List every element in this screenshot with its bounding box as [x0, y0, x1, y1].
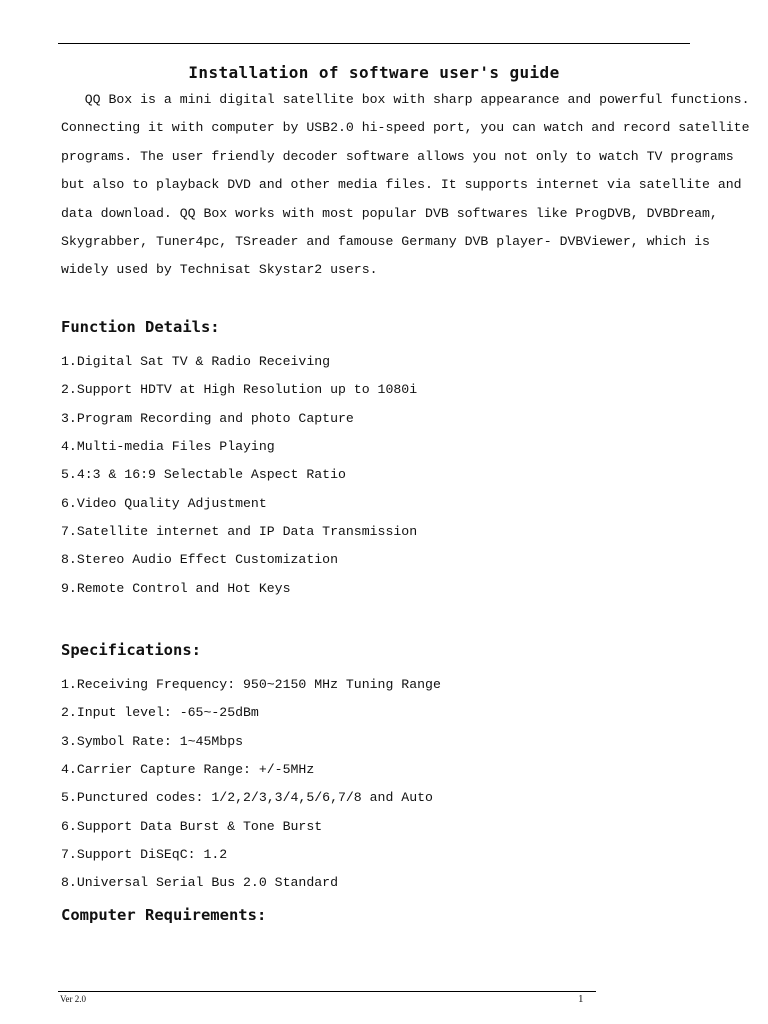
function-details-list — [61, 348, 417, 603]
list-item: 9.Remote Control and Hot Keys — [61, 580, 291, 596]
document-title: Installation of software user's guide — [188, 62, 560, 82]
intro-line: Connecting it with computer by USB2.0 hi-speed port, you can watch and record satellite — [61, 120, 750, 136]
intro-line: programs. The user friendly decoder software allows you not only to watch TV programs — [61, 148, 734, 164]
intro-line: QQ Box is a mini digital satellite box with sharp appearance and powerful functions. — [61, 92, 750, 107]
list-item: 8.Stereo Audio Effect Customization — [61, 552, 338, 568]
list-item: 7.Support DiSEqC: 1.2 — [61, 847, 228, 863]
specifications-list — [61, 671, 441, 898]
intro-line: data download. QQ Box works with most popular DVB softwares like ProgDVB, DVBDream, — [61, 205, 718, 221]
list-item: 3.Program Recording and photo Capture — [61, 410, 354, 426]
list-item: 7.Satellite internet and IP Data Transmission — [61, 524, 418, 540]
intro-line: Skygrabber, Tuner4pc, TSreader and famouse Germany DVB player- DVBViewer, which is — [61, 234, 710, 250]
list-item: 5.Punctured codes: 1/2,2/3,3/4,5/6,7/8 and Auto — [61, 790, 433, 806]
header-rule — [58, 43, 690, 44]
footer-version: Ver 2.0 — [60, 994, 86, 1004]
list-item: 2.Input level: -65~-25dBm — [61, 705, 259, 721]
list-item: 4.Multi-media Files Playing — [61, 439, 275, 455]
page-number: 1 — [578, 993, 584, 1005]
list-item: 6.Support Data Burst & Tone Burst — [61, 818, 323, 834]
footer-rule — [58, 991, 596, 992]
list-item: 5.4:3 & 16:9 Selectable Aspect Ratio — [61, 467, 346, 483]
list-item: 3.Symbol Rate: 1~45Mbps — [61, 733, 244, 749]
intro-line: widely used by Technisat Skystar2 users. — [61, 262, 378, 278]
list-item: 1.Receiving Frequency: 950~2150 MHz Tuning Range — [61, 677, 441, 692]
function-details-heading: Function Details: — [61, 318, 220, 336]
computer-requirements-heading: Computer Requirements: — [61, 906, 267, 924]
list-item: 6.Video Quality Adjustment — [61, 495, 267, 511]
list-item: 2.Support HDTV at High Resolution up to 1080i — [61, 382, 418, 398]
intro-paragraph — [61, 86, 750, 285]
list-item: 4.Carrier Capture Range: +/-5MHz — [61, 762, 315, 778]
list-item: 8.Universal Serial Bus 2.0 Standard — [61, 875, 338, 891]
intro-line: but also to playback DVD and other media files. It supports internet via satellite and — [61, 177, 742, 193]
list-item: 1.Digital Sat TV & Radio Receiving — [61, 354, 331, 369]
specifications-heading: Specifications: — [61, 641, 201, 659]
